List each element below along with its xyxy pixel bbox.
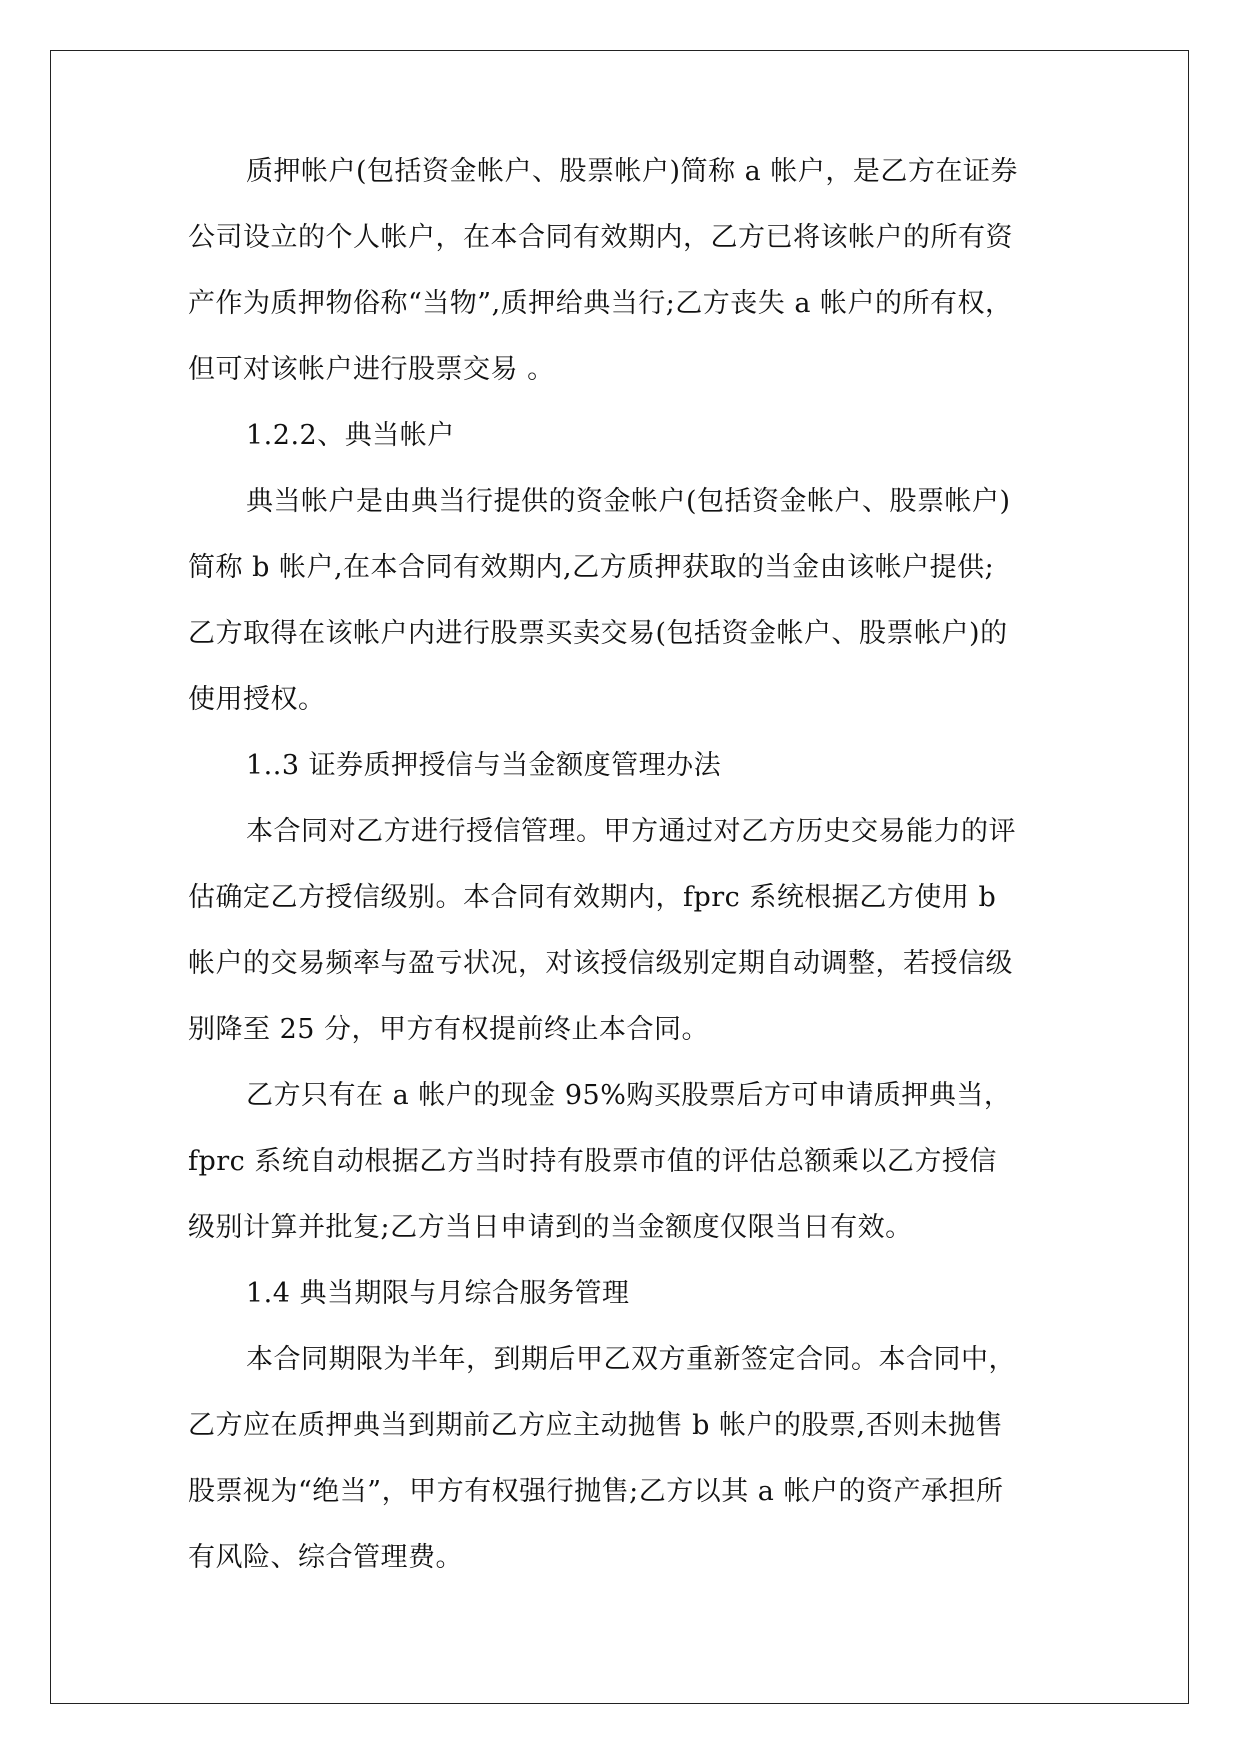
paragraph-line: 乙方只有在 a 帐户的现金 95%购买股票后方可申请质押典当， [246,1080,1012,1111]
document-body [188,155,1058,1607]
paragraph-line: 产作为质押物俗称“当物”,质押给典当行;乙方丧失 a 帐户的所有权， [188,288,1013,319]
paragraph-line: 别降至 25 分，甲方有权提前终止本合同。 [188,1014,710,1045]
paragraph-line: 简称 b 帐户,在本合同有效期内,乙方质押获取的当金由该帐户提供; [188,552,995,583]
paragraph-line: 质押帐户(包括资金帐户、股票帐户)简称 a 帐户，是乙方在证券 [246,156,1018,187]
paragraph-line: 典当帐户是由典当行提供的资金帐户(包括资金帐户、股票帐户) [246,486,1011,517]
paragraph-line: 股票视为“绝当”，甲方有权强行抛售;乙方以其 a 帐户的资产承担所 [188,1476,1004,1507]
paragraph-line: 乙方应在质押典当到期前乙方应主动抛售 b 帐户的股票,否则未抛售 [188,1410,1004,1441]
paragraph-line: 本合同期限为半年，到期后甲乙双方重新签定合同。本合同中， [246,1344,1016,1375]
paragraph-line: 乙方取得在该帐户内进行股票买卖交易(包括资金帐户、股票帐户)的 [188,618,1008,649]
paragraph-line: 帐户的交易频率与盈亏状况，对该授信级别定期自动调整，若授信级 [188,948,1013,979]
paragraph-line: fprc 系统自动根据乙方当时持有股票市值的评估总额乘以乙方授信 [188,1146,997,1177]
paragraph-line: 公司设立的个人帐户，在本合同有效期内，乙方已将该帐户的所有资 [188,222,1013,253]
paragraph-line: 但可对该帐户进行股票交易 。 [188,354,555,385]
paragraph-line: 本合同对乙方进行授信管理。甲方通过对乙方历史交易能力的评 [246,816,1016,847]
section-heading: 1..3 证券质押授信与当金额度管理办法 [246,750,722,781]
section-heading: 1.2.2、典当帐户 [246,420,455,451]
paragraph-line: 使用授权。 [188,684,326,715]
paragraph-line: 有风险、综合管理费。 [188,1542,463,1573]
section-heading: 1.4 典当期限与月综合服务管理 [246,1278,630,1309]
paragraph-line: 估确定乙方授信级别。本合同有效期内，fprc 系统根据乙方使用 b [188,882,997,913]
paragraph-line: 级别计算并批复;乙方当日申请到的当金额度仅限当日有效。 [188,1212,913,1243]
